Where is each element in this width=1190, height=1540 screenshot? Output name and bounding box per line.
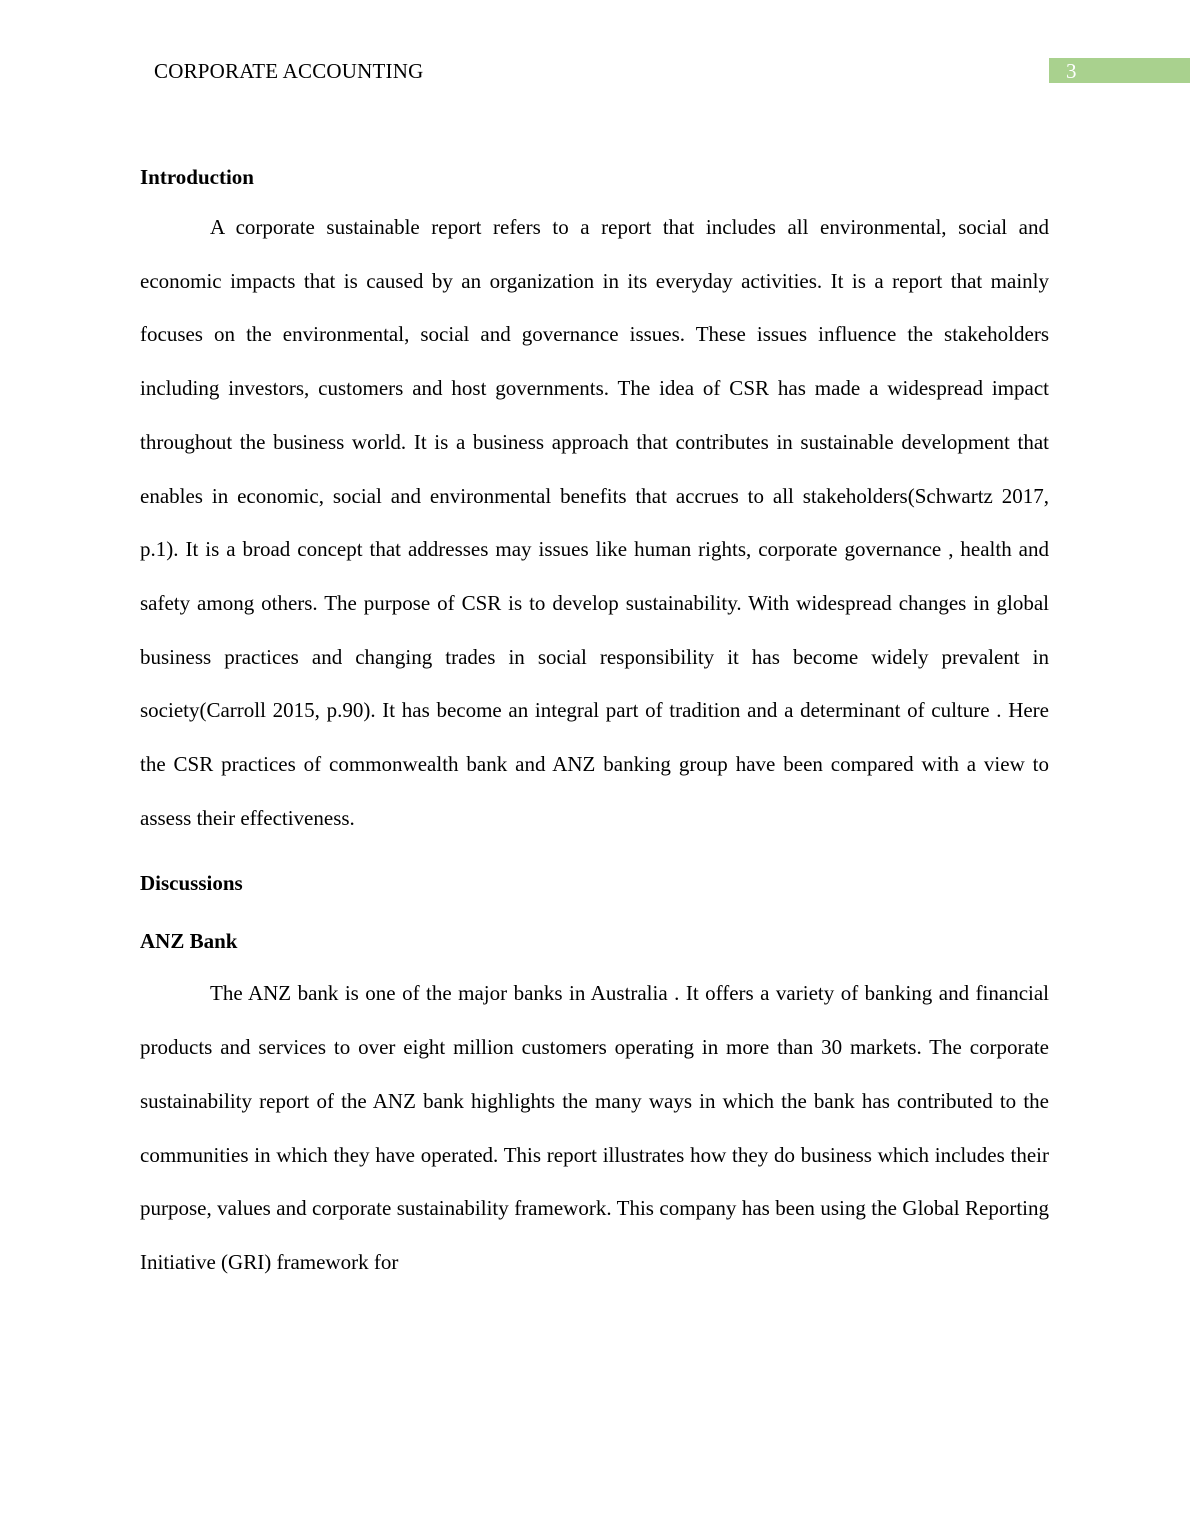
introduction-heading: Introduction bbox=[140, 165, 254, 189]
anz-bank-paragraph: The ANZ bank is one of the major banks in Australia . It offers a variety of banking and financial products and services to over eight million customers operating in more than 30 markets. The corporate sustainability report of the ANZ bank highlights the many ways in which the bank has contributed to the communities in which they have operated. This report illustrates how they do business which includes their purpose, values and corporate sustainability framework. This company has been using the Global Reporting Initiative (GRI) framework for bbox=[140, 981, 1049, 1274]
document-body bbox=[140, 163, 1049, 1290]
discussions-heading: Discussions bbox=[140, 871, 243, 896]
anz-bank-heading: ANZ Bank bbox=[140, 929, 238, 954]
page-number: 3 bbox=[1066, 59, 1077, 83]
running-header-title: CORPORATE ACCOUNTING bbox=[154, 59, 424, 83]
introduction-paragraph: A corporate sustainable report refers to a report that includes all environmental, social and economic impacts that is caused by an organization in its everyday activities. It is a report that mainly focuses on the environmental, social and governance issues. These issues influence the stakeholders including investors, customers and host governments. The idea of CSR has made a widespread impact throughout the business world. It is a business approach that contributes in sustainable development that enables in economic, social and environmental benefits that accrues to all stakeholders(Schwartz 2017, p.1). It is a broad concept that addresses may issues like human rights, corporate governance , health and safety among others. The purpose of CSR is to develop sustainability. With widespread changes in global business practices and changing trades in social responsibility it has become widely prevalent in society(Carroll 2015, p.90). It has become an integral part of tradition and a determinant of culture . Here the CSR practices of commonwealth bank and ANZ banking group have been compared with a view to assess their effectiveness. bbox=[140, 215, 1049, 830]
